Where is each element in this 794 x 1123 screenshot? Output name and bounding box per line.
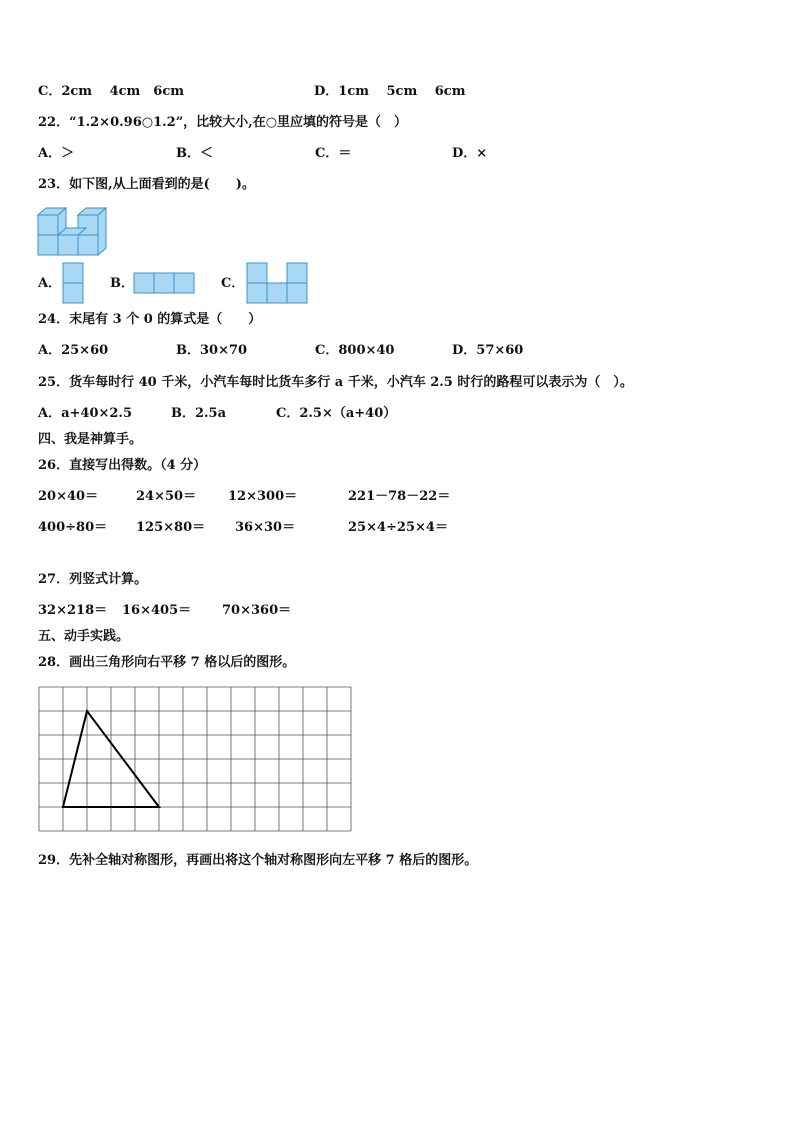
option-a-view-figure	[62, 262, 84, 304]
q23-stem: 23．如下图,从上面看到的是( )。	[38, 177, 255, 192]
cube-arrangement-figure	[36, 205, 108, 259]
q26-item: 36×30＝	[235, 520, 296, 535]
q27-stem: 27．列竖式计算。	[38, 572, 148, 587]
q24-option-d: D．57×60	[452, 343, 524, 358]
q26-item: 12×300＝	[228, 489, 298, 504]
q22-option-b: B．＜	[176, 146, 213, 161]
q26-stem: 26．直接写出得数。（4 分）	[38, 458, 207, 473]
q27-item: 32×218＝	[38, 603, 108, 618]
q28-stem: 28．画出三角形向右平移 7 格以后的图形。	[38, 655, 296, 670]
q27-item: 16×405＝	[122, 603, 192, 618]
q22-option-c: C．＝	[315, 146, 352, 161]
q25-option-b: B．2.5a	[171, 406, 227, 421]
option-c-view-figure	[246, 262, 308, 304]
q26-item: 221－78－22＝	[348, 489, 451, 504]
q23-option-b-label: B．	[110, 276, 134, 291]
q24-stem: 24．末尾有 3 个 0 的算式是（ ）	[38, 312, 262, 327]
q22-option-d: D．×	[452, 146, 488, 161]
q26-item: 125×80＝	[136, 520, 206, 535]
q21-option-c: C．2cm 4cm 6cm	[38, 84, 185, 99]
q27-item: 70×360＝	[222, 603, 292, 618]
q22-option-a: A．＞	[38, 146, 75, 161]
q26-item: 20×40＝	[38, 489, 99, 504]
q22-stem: 22．“1.2×0.96○1.2”，比较大小,在○里应填的符号是（ ）	[38, 115, 408, 130]
q25-stem: 25．货车每时行 40 千米，小汽车每时比货车多行 a 千米，小汽车 2.5 时行的路程可以表示为（ ）。	[38, 375, 633, 390]
q23-option-a-label: A．	[38, 276, 62, 291]
q29-stem: 29．先补全轴对称图形，再画出将这个轴对称图形向左平移 7 格后的图形。	[38, 853, 478, 868]
option-b-view-figure	[133, 272, 195, 294]
q26-item: 24×50＝	[136, 489, 197, 504]
q21-option-d: D．1cm 5cm 6cm	[314, 84, 466, 99]
q25-option-c: C．2.5×（a+40）	[276, 406, 397, 421]
q25-option-a: A．a+40×2.5	[38, 406, 133, 421]
q26-item: 400÷80＝	[38, 520, 108, 535]
section-four-heading: 四、我是神算手。	[38, 432, 143, 447]
q24-option-c: C．800×40	[315, 343, 395, 358]
translation-grid-figure	[38, 686, 352, 836]
q24-option-a: A．25×60	[38, 343, 109, 358]
q26-item: 25×4÷25×4＝	[348, 520, 448, 535]
q24-option-b: B．30×70	[176, 343, 248, 358]
section-five-heading: 五、动手实践。	[38, 629, 130, 644]
q23-option-c-label: C．	[221, 276, 245, 291]
